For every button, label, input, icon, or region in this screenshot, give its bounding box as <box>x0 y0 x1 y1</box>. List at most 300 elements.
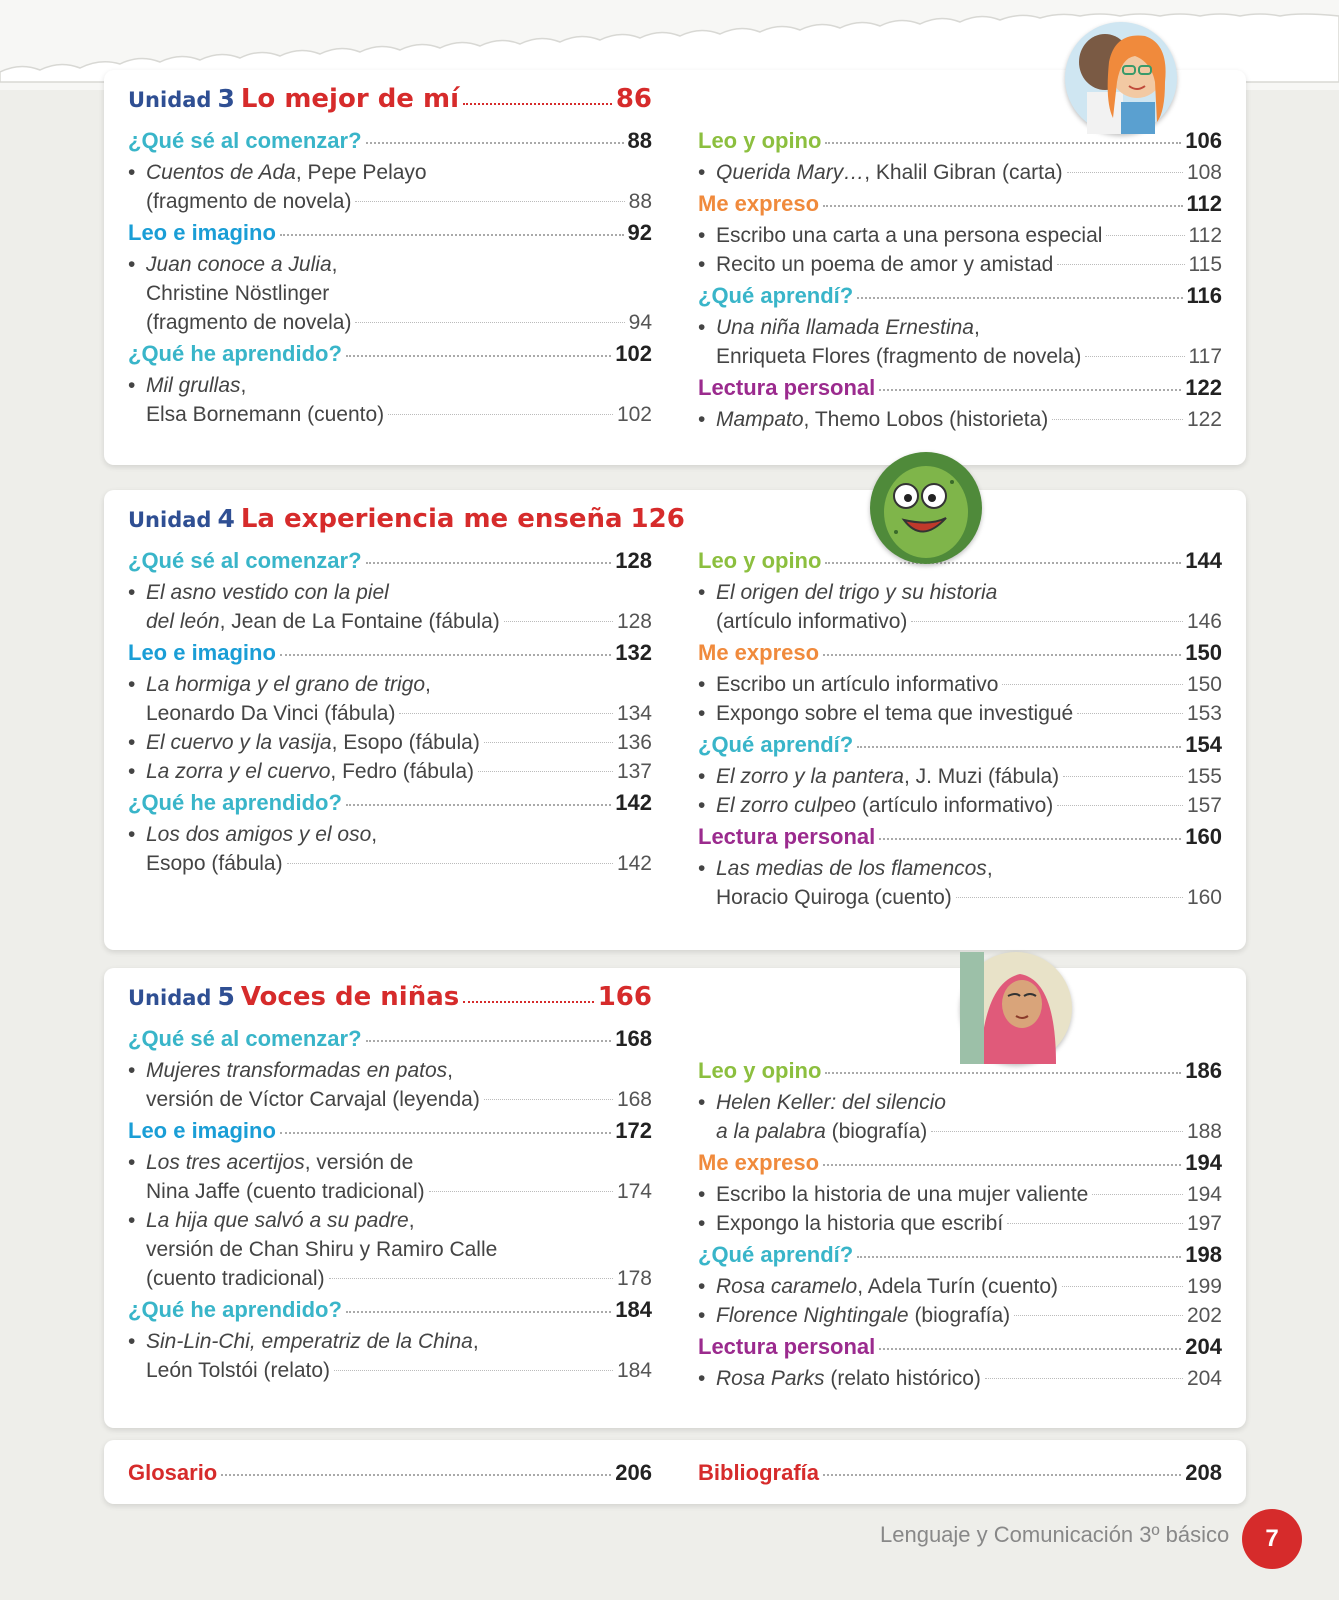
leader-dots <box>287 863 613 864</box>
work-detail: , versión de <box>304 1151 414 1174</box>
reading-item[interactable] <box>698 1209 1222 1238</box>
reading-item[interactable] <box>698 250 1222 279</box>
item-text <box>716 405 1048 434</box>
unit-5-left-sections <box>128 1026 652 1385</box>
unit-number: 5 <box>217 982 235 1011</box>
item-text <box>146 1356 330 1385</box>
section-title: ¿Qué he aprendido? <box>128 341 342 366</box>
item-line <box>716 699 1222 728</box>
item-page: 108 <box>1186 161 1222 184</box>
item-line <box>146 1148 652 1177</box>
bullet-icon: • <box>698 702 706 725</box>
item-text <box>716 762 1059 791</box>
item-line <box>716 762 1222 791</box>
item-page: 88 <box>628 190 652 213</box>
item-text <box>716 221 1102 250</box>
section-entry[interactable] <box>698 824 1222 854</box>
unit-5-heading[interactable] <box>128 982 652 1022</box>
bullet-icon: • <box>698 1275 706 1298</box>
work-detail: Expongo sobre el tema que investigué <box>716 702 1074 725</box>
work-title: El zorro culpeo <box>716 794 857 817</box>
item-text <box>716 857 993 880</box>
section-page: 112 <box>1186 191 1222 216</box>
work-detail: , Jean de La Fontaine (fábula) <box>219 610 500 633</box>
item-line <box>146 670 652 699</box>
reading-item[interactable] <box>128 757 652 786</box>
leader-dots <box>1062 1286 1183 1287</box>
work-detail: Nina Jaffe (cuento tradicional) <box>146 1180 425 1203</box>
leader-dots <box>825 1072 1181 1074</box>
work-title: El origen del trigo y su historia <box>716 581 998 604</box>
work-detail: , Khalil Gibran (carta) <box>864 161 1063 184</box>
bullet-icon: • <box>698 1091 706 1114</box>
reading-item[interactable] <box>128 1206 652 1293</box>
work-detail: Escribo la historia de una mujer valiente <box>716 1183 1089 1206</box>
reading-item[interactable] <box>698 405 1222 434</box>
item-line <box>716 250 1222 279</box>
item-page: 142 <box>616 852 652 875</box>
work-detail: , Pepe Pelayo <box>295 161 427 184</box>
leader-dots <box>1014 1315 1183 1316</box>
item-text <box>146 400 384 429</box>
reading-item[interactable] <box>698 1364 1222 1393</box>
bullet-icon: • <box>128 1330 136 1353</box>
reading-item[interactable] <box>128 371 652 429</box>
work-detail: , <box>425 673 431 696</box>
item-line <box>146 1235 652 1264</box>
item-line <box>146 1206 652 1235</box>
work-title: Florence Nightingale <box>716 1304 909 1327</box>
leader-dots <box>463 103 612 105</box>
item-text <box>716 670 998 699</box>
unit-number: 3 <box>217 84 235 113</box>
item-text <box>146 308 351 337</box>
section-title: Me expreso <box>698 191 820 216</box>
work-title: Helen Keller: del silencio <box>716 1091 946 1114</box>
item-text <box>716 316 980 339</box>
work-title: La hija que salvó a su padre <box>146 1209 409 1232</box>
item-page: 204 <box>1186 1367 1222 1390</box>
reading-item[interactable] <box>128 728 652 757</box>
leader-dots <box>823 1164 1181 1166</box>
item-page: 194 <box>1186 1183 1222 1206</box>
leader-dots <box>857 746 1181 748</box>
unit-5-card <box>104 968 1246 1428</box>
work-title: Una niña llamada Ernestina <box>716 316 974 339</box>
item-line <box>146 849 652 878</box>
item-page: 134 <box>616 702 652 725</box>
item-text <box>146 1209 415 1232</box>
item-line <box>146 308 652 337</box>
leader-dots <box>1085 356 1184 357</box>
item-line <box>716 1117 1222 1146</box>
leader-dots <box>463 1001 593 1003</box>
leader-dots <box>1002 684 1182 685</box>
work-detail: versión de Chan Shiru y Ramiro Calle <box>146 1238 498 1261</box>
reading-item[interactable] <box>698 578 1222 636</box>
section-entry[interactable] <box>128 1026 652 1056</box>
section-entry[interactable] <box>128 1297 652 1327</box>
leader-dots <box>1063 776 1183 777</box>
bullet-icon: • <box>698 794 706 817</box>
section-page: 150 <box>1185 640 1222 665</box>
section-title: Lectura personal <box>698 824 876 849</box>
item-text <box>716 342 1081 371</box>
reading-item[interactable] <box>128 578 652 636</box>
work-title: Cuentos de Ada <box>146 161 296 184</box>
leader-dots <box>504 621 613 622</box>
item-page: 155 <box>1186 765 1222 788</box>
work-title: Rosa caramelo <box>716 1275 858 1298</box>
item-text <box>716 250 1053 279</box>
work-title: Sin-Lin-Chi, emperatriz de la China <box>146 1330 473 1353</box>
item-line <box>146 757 652 786</box>
leader-dots <box>280 234 624 236</box>
item-text <box>146 757 474 786</box>
item-text <box>146 1059 453 1082</box>
bibliografia-page: 208 <box>1185 1460 1222 1485</box>
section-page: 142 <box>615 790 652 815</box>
reading-item[interactable] <box>128 1327 652 1385</box>
leader-dots <box>478 771 613 772</box>
reading-item[interactable] <box>698 1301 1222 1330</box>
section-title: Leo y opino <box>698 548 822 573</box>
item-text <box>146 187 351 216</box>
work-detail: , <box>331 253 338 276</box>
reading-item[interactable] <box>698 1088 1222 1146</box>
item-text <box>716 699 1073 728</box>
item-line <box>146 371 652 400</box>
leader-dots <box>1057 264 1184 265</box>
item-line <box>716 342 1222 371</box>
leader-dots <box>334 1370 613 1371</box>
item-line <box>146 607 652 636</box>
section-title: Leo e imagino <box>128 1118 276 1143</box>
item-line <box>146 1327 652 1356</box>
item-text <box>146 1151 413 1174</box>
item-page: 168 <box>616 1088 652 1111</box>
section-entry[interactable] <box>128 341 652 371</box>
section-entry[interactable] <box>698 732 1222 762</box>
unit-4-heading[interactable] <box>128 504 685 544</box>
item-text <box>716 158 1063 187</box>
unit-3-heading[interactable] <box>128 84 652 124</box>
work-detail: (fragmento de novela) <box>146 190 352 213</box>
unit-4-right-column <box>698 544 1222 912</box>
item-page: 197 <box>1186 1212 1222 1235</box>
section-title: ¿Qué sé al comenzar? <box>128 548 362 573</box>
unit-3-left-column <box>128 84 652 429</box>
item-line <box>146 158 652 187</box>
bibliografia-title: Bibliografía <box>698 1460 820 1485</box>
leader-dots <box>484 742 613 743</box>
reading-item[interactable] <box>698 791 1222 820</box>
work-title: El zorro y la pantera <box>716 765 904 788</box>
leader-dots <box>1057 805 1183 806</box>
leader-dots <box>1052 419 1183 420</box>
leader-dots <box>823 654 1181 656</box>
unit-label: Unidad <box>128 986 212 1010</box>
unit-4-left-sections <box>128 548 652 878</box>
item-text <box>146 161 427 184</box>
item-line <box>146 728 652 757</box>
item-text <box>146 699 395 728</box>
section-page: 172 <box>615 1118 652 1143</box>
section-entry[interactable] <box>698 191 1222 221</box>
item-text <box>716 1364 981 1393</box>
unit-page: 166 <box>597 982 652 1012</box>
section-title: Lectura personal <box>698 375 876 400</box>
work-title: Rosa Parks <box>716 1367 825 1390</box>
leader-dots <box>956 897 1183 898</box>
item-text <box>146 607 500 636</box>
section-entry[interactable] <box>128 548 652 578</box>
glosario-title: Glosario <box>128 1460 218 1485</box>
work-detail: , Themo Lobos (historieta) <box>803 408 1049 431</box>
bullet-icon: • <box>128 1059 136 1082</box>
section-entry[interactable] <box>698 1334 1222 1364</box>
work-detail: Esopo (fábula) <box>146 852 283 875</box>
reading-item[interactable] <box>698 699 1222 728</box>
leader-dots <box>823 1474 1181 1476</box>
unit-title: Voces de niñas <box>240 982 460 1012</box>
page-number-badge: 7 <box>1242 1509 1302 1569</box>
unit-title: La experiencia me enseña <box>240 504 623 534</box>
unit-number: 4 <box>217 504 235 533</box>
item-line <box>146 279 652 308</box>
work-detail: , Fedro (fábula) <box>330 760 474 783</box>
work-detail: León Tolstói (relato) <box>146 1359 331 1382</box>
section-page: 128 <box>615 548 652 573</box>
section-page: 106 <box>1185 128 1222 153</box>
item-text <box>146 849 283 878</box>
item-text <box>716 1301 1010 1330</box>
section-page: 186 <box>1185 1058 1222 1083</box>
item-text <box>716 791 1053 820</box>
work-detail: Recito un poema de amor y amistad <box>716 253 1054 276</box>
item-line <box>716 221 1222 250</box>
item-line <box>146 699 652 728</box>
bullet-icon: • <box>698 1183 706 1206</box>
footer-book-title: Lenguaje y Comunicación 3º básico <box>880 1522 1230 1547</box>
item-page: 202 <box>1186 1304 1222 1327</box>
leader-dots <box>911 621 1183 622</box>
bullet-icon: • <box>128 581 136 604</box>
work-detail: (biografía) <box>825 1120 928 1143</box>
bullet-icon: • <box>698 581 706 604</box>
reading-item[interactable] <box>698 158 1222 187</box>
bullet-icon: • <box>698 408 706 431</box>
leader-dots <box>484 1099 613 1100</box>
item-page: 94 <box>628 311 652 334</box>
reading-item[interactable] <box>698 221 1222 250</box>
leader-dots <box>857 1256 1181 1258</box>
bullet-icon: • <box>698 316 706 339</box>
work-title: El cuervo y la vasija <box>146 731 332 754</box>
work-detail: Enriqueta Flores (fragmento de novela) <box>716 345 1082 368</box>
reading-item[interactable] <box>128 670 652 728</box>
work-title: Querida Mary… <box>716 161 865 184</box>
leader-dots <box>985 1378 1183 1379</box>
unit-3-left-sections <box>128 128 652 429</box>
reading-item[interactable] <box>128 1056 652 1114</box>
work-detail: (fragmento de novela) <box>146 311 352 334</box>
unit-4-illustration-icon <box>870 452 982 564</box>
work-detail: (artículo informativo) <box>716 610 908 633</box>
section-entry[interactable] <box>698 283 1222 313</box>
section-entry[interactable] <box>128 220 652 250</box>
leader-dots <box>355 322 624 323</box>
section-title: ¿Qué sé al comenzar? <box>128 1026 362 1051</box>
leader-dots <box>857 297 1182 299</box>
reading-item[interactable] <box>128 250 652 337</box>
leader-dots <box>1092 1194 1183 1195</box>
work-detail: , <box>371 823 378 846</box>
leader-dots <box>366 562 612 564</box>
section-entry[interactable] <box>698 1242 1222 1272</box>
section-page: 194 <box>1185 1150 1222 1175</box>
section-entry[interactable] <box>128 1118 652 1148</box>
work-detail: (relato histórico) <box>824 1367 981 1390</box>
section-entry[interactable] <box>128 790 652 820</box>
item-text <box>146 1085 480 1114</box>
bullet-icon: • <box>128 673 136 696</box>
item-line <box>146 578 652 607</box>
unit-title: Lo mejor de mí <box>240 84 459 114</box>
item-text <box>146 581 389 604</box>
item-page: 102 <box>616 403 652 426</box>
item-text <box>146 253 337 276</box>
bullet-icon: • <box>128 1151 136 1174</box>
section-page: 132 <box>615 640 652 665</box>
bullet-icon: • <box>698 857 706 880</box>
section-title: Me expreso <box>698 1150 820 1175</box>
leader-dots <box>388 414 613 415</box>
reading-item[interactable] <box>698 762 1222 791</box>
item-page: 199 <box>1186 1275 1222 1298</box>
reading-item[interactable] <box>128 820 652 878</box>
item-text <box>146 374 246 397</box>
glosario-entry[interactable] <box>128 1460 652 1490</box>
work-detail: , <box>974 316 980 339</box>
work-title: Mil grullas <box>146 374 241 397</box>
work-title: del león <box>146 610 220 633</box>
leader-dots <box>823 205 1182 207</box>
item-page: 146 <box>1186 610 1222 633</box>
work-title: Juan conoce a Julia <box>146 253 332 276</box>
reading-item[interactable] <box>698 854 1222 912</box>
leader-dots <box>1106 235 1184 236</box>
bullet-icon: • <box>698 253 706 276</box>
reading-item[interactable] <box>128 158 652 216</box>
unit-label: Unidad <box>128 88 212 112</box>
glosario-page: 206 <box>615 1460 652 1485</box>
glosario-column <box>128 1456 652 1490</box>
work-title: La hormiga y el grano de trigo <box>146 673 425 696</box>
item-text <box>146 1264 325 1293</box>
item-line <box>716 1209 1222 1238</box>
work-title: Los dos amigos y el oso <box>146 823 372 846</box>
work-detail: , <box>472 1330 479 1353</box>
leader-dots <box>366 1040 612 1042</box>
item-line <box>146 1264 652 1293</box>
item-text <box>146 1238 497 1261</box>
item-page: 122 <box>1186 408 1222 431</box>
section-title: Lectura personal <box>698 1334 876 1359</box>
section-entry[interactable] <box>698 375 1222 405</box>
work-detail: , <box>986 857 993 880</box>
unit-5-left-column <box>128 982 652 1385</box>
reading-item[interactable] <box>698 313 1222 371</box>
bullet-icon: • <box>698 765 706 788</box>
section-page: 102 <box>615 341 652 366</box>
work-detail: Christine Nöstlinger <box>146 282 330 305</box>
item-page: 117 <box>1188 345 1222 368</box>
section-title: ¿Qué he aprendido? <box>128 1297 342 1322</box>
item-page: 137 <box>616 760 652 783</box>
item-line <box>146 1056 652 1085</box>
section-title: ¿Qué aprendí? <box>698 732 854 757</box>
item-text <box>716 1180 1088 1209</box>
item-text <box>716 607 907 636</box>
section-title: ¿Qué sé al comenzar? <box>128 128 362 153</box>
bibliografia-entry[interactable] <box>698 1460 1222 1490</box>
reading-item[interactable] <box>698 1180 1222 1209</box>
section-page: 122 <box>1185 375 1222 400</box>
work-detail: , <box>240 374 247 397</box>
work-detail: Horacio Quiroga (cuento) <box>716 886 952 909</box>
bullet-icon: • <box>128 1209 136 1232</box>
work-detail: , J. Muzi (fábula) <box>903 765 1060 788</box>
section-entry[interactable] <box>128 640 652 670</box>
leader-dots <box>1067 172 1183 173</box>
work-detail: , Esopo (fábula) <box>331 731 480 754</box>
unit-4-right-sections <box>698 548 1222 912</box>
bullet-icon: • <box>698 224 706 247</box>
item-line <box>716 313 1222 342</box>
item-text <box>146 1330 479 1353</box>
leader-dots <box>366 142 624 144</box>
work-title: Mujeres transformadas en patos <box>146 1059 448 1082</box>
section-page: 168 <box>615 1026 652 1051</box>
item-line <box>716 670 1222 699</box>
item-text <box>146 673 431 696</box>
section-entry[interactable] <box>698 640 1222 670</box>
work-detail: , <box>408 1209 415 1232</box>
reading-item[interactable] <box>698 670 1222 699</box>
bullet-icon: • <box>128 374 136 397</box>
section-entry[interactable] <box>698 1150 1222 1180</box>
section-entry[interactable] <box>128 128 652 158</box>
reading-item[interactable] <box>128 1148 652 1206</box>
reading-item[interactable] <box>698 1272 1222 1301</box>
work-detail: (biografía) <box>908 1304 1011 1327</box>
item-page: 112 <box>1188 224 1222 247</box>
item-page: 160 <box>1186 886 1222 909</box>
section-page: 184 <box>615 1297 652 1322</box>
item-text <box>146 728 480 757</box>
section-title: ¿Qué aprendí? <box>698 283 854 308</box>
work-title: El asno vestido con la piel <box>146 581 389 604</box>
section-title: ¿Qué he aprendido? <box>128 790 342 815</box>
item-page: 174 <box>616 1180 652 1203</box>
leader-dots <box>346 355 611 357</box>
item-page: 157 <box>1186 794 1222 817</box>
bullet-icon: • <box>128 760 136 783</box>
item-line <box>146 250 652 279</box>
work-detail: versión de Víctor Carvajal (leyenda) <box>146 1088 480 1111</box>
item-line <box>716 1272 1222 1301</box>
